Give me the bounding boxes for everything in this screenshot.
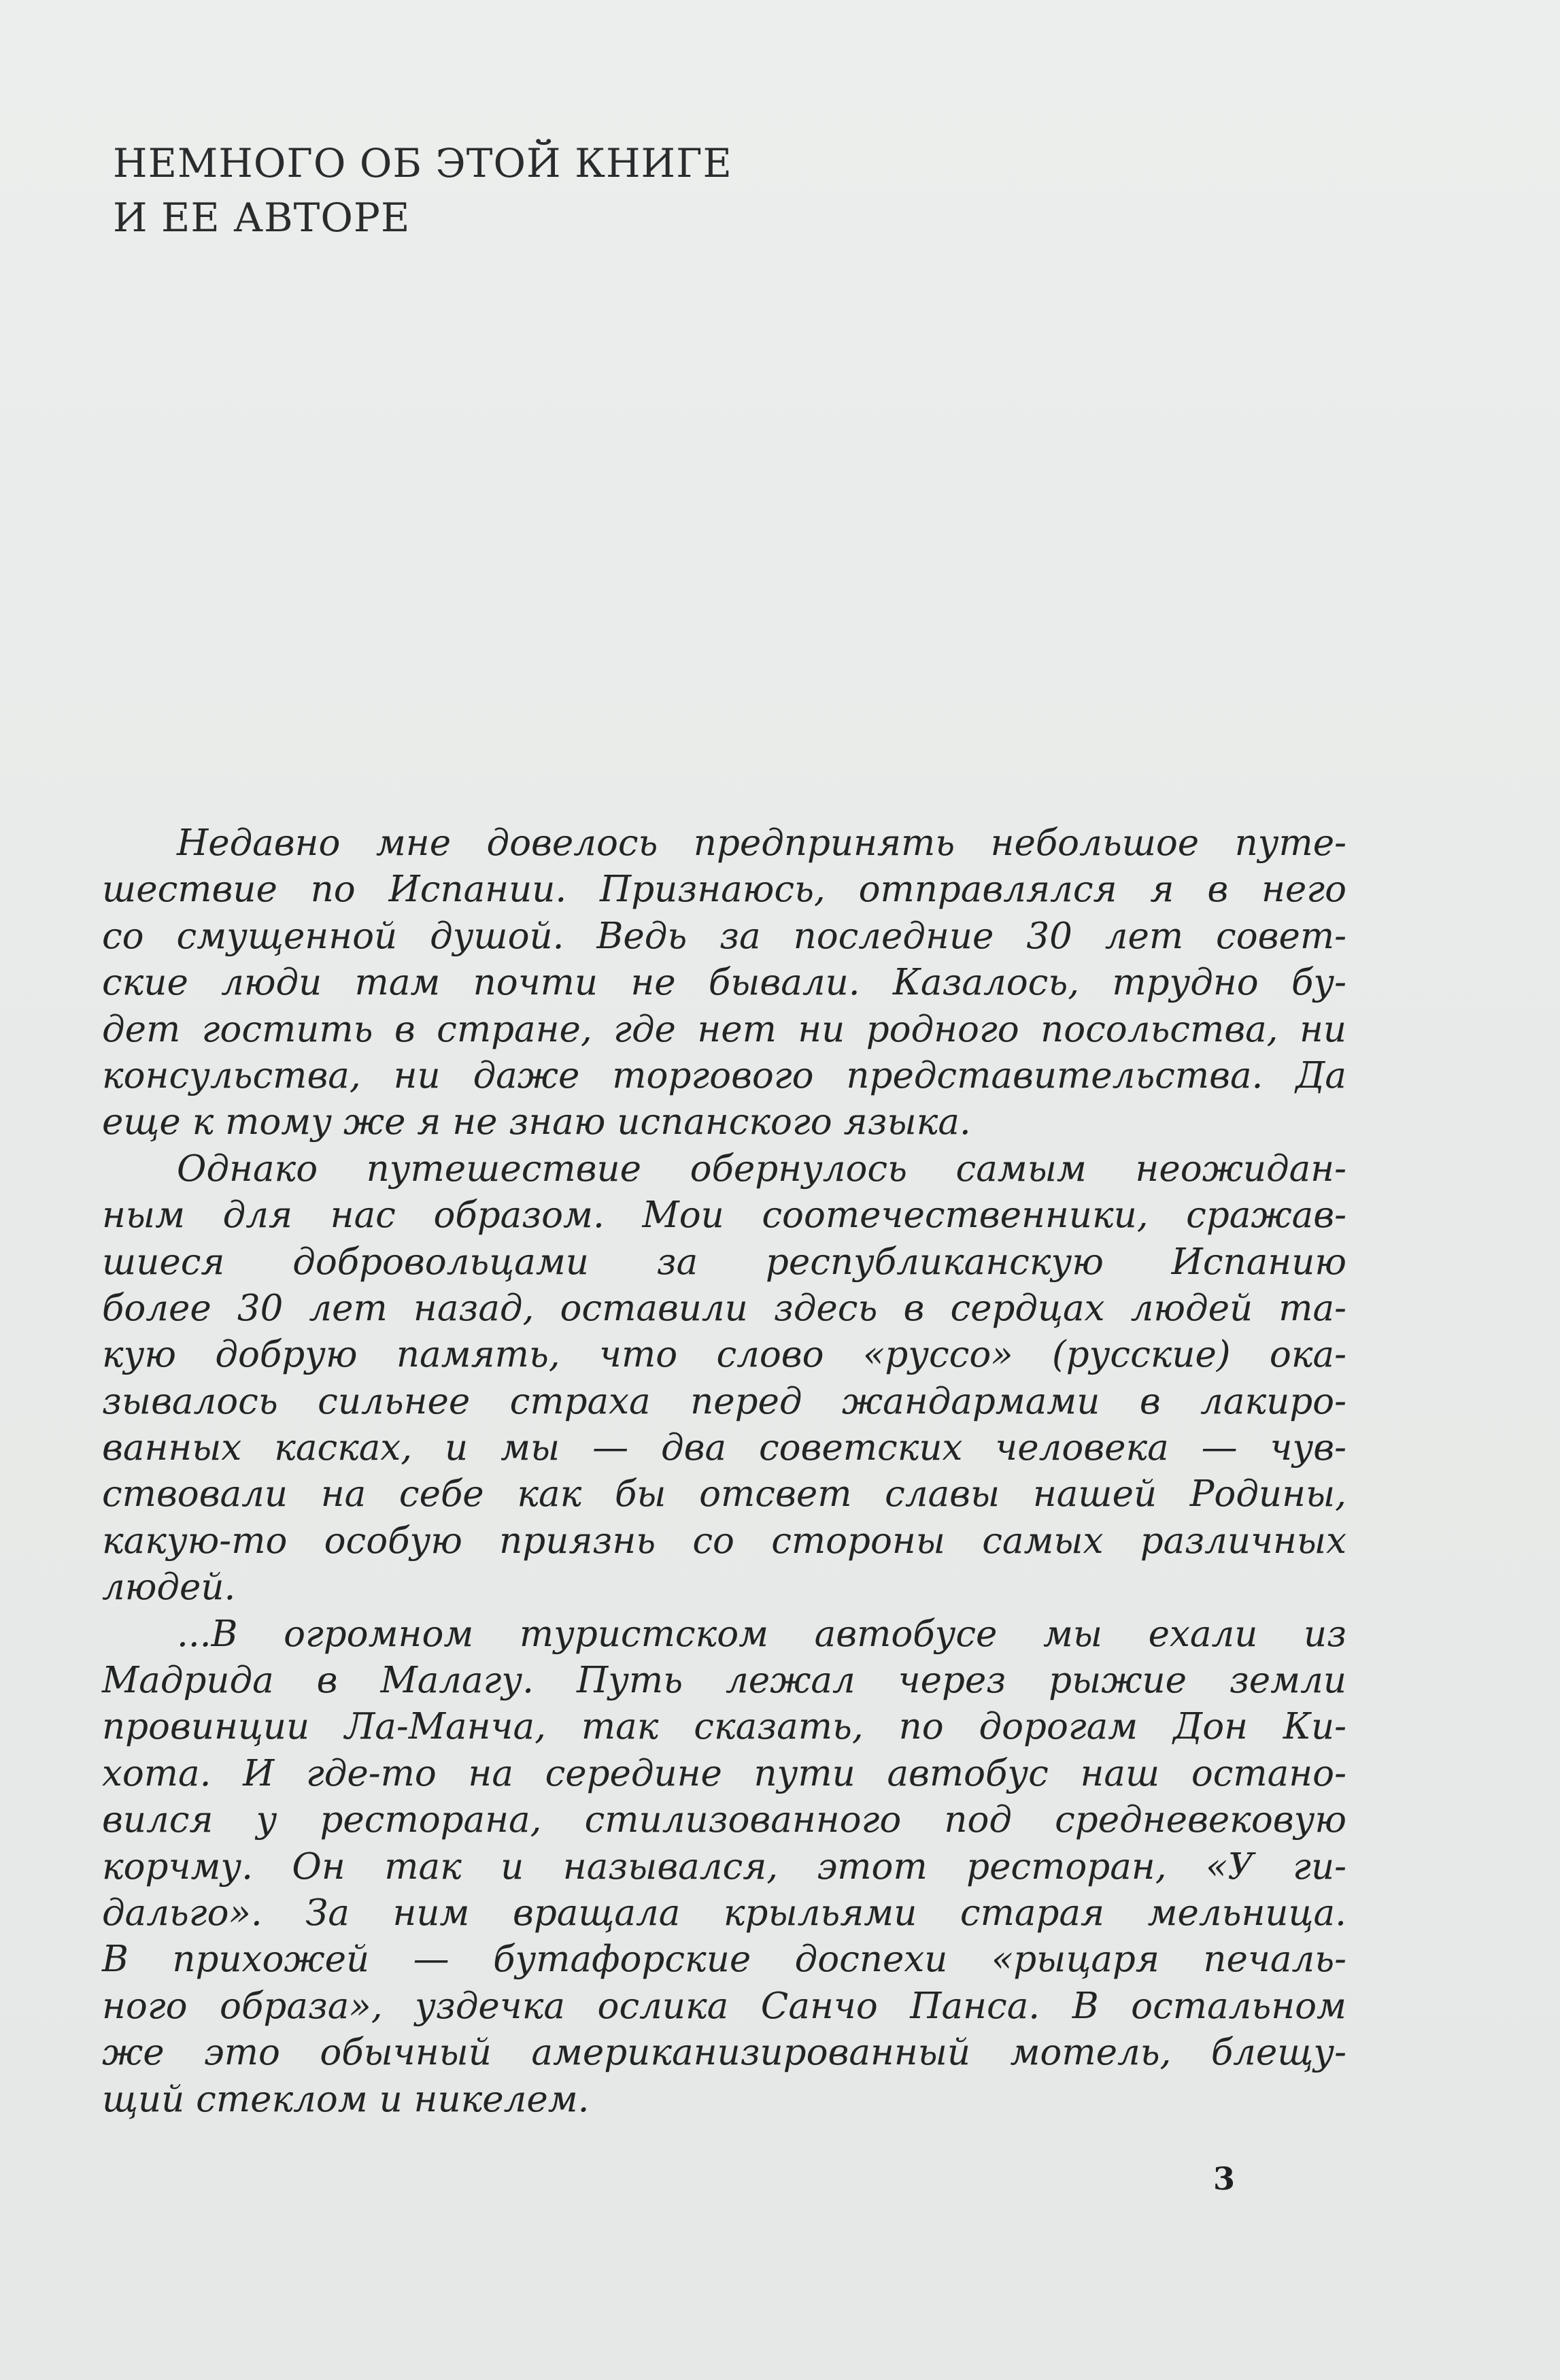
chapter-heading bbox=[113, 136, 1065, 245]
text-line: щий стеклом и никелем. bbox=[102, 2078, 590, 2120]
text-line: ным для нас образом. Мои соотечественники, сражав- bbox=[102, 1194, 1346, 1237]
text-line: ствовали на себе как бы отсвет славы нашей Родины, bbox=[102, 1473, 1346, 1515]
text-line: ские люди там почти не бывали. Казалось, трудно бу- bbox=[102, 962, 1346, 1004]
text-line: Недавно мне довелось предпринять небольшое путе- bbox=[177, 822, 1346, 864]
text-line: ного образа», уздечка ослика Санчо Панса. В остальном bbox=[102, 1985, 1346, 2027]
text-line: шествие по Испании. Признаюсь, отправлялся я в него bbox=[102, 869, 1346, 911]
paragraph-3 bbox=[102, 1611, 1346, 2123]
text-line: еще к тому же я не знаю испанского языка. bbox=[102, 1101, 971, 1143]
text-line: зывалось сильнее страха перед жандармами в лакиро- bbox=[102, 1380, 1346, 1422]
body-text bbox=[102, 820, 1346, 2123]
text-line: Однако путешествие обернулось самым неожидан- bbox=[177, 1147, 1346, 1190]
text-line: дальго». За ним вращала крыльями старая мельница. bbox=[102, 1892, 1346, 1934]
text-line: со смущенной душой. Ведь за последние 30 лет совет- bbox=[102, 915, 1346, 957]
text-line: же это обычный американизированный мотель, блещу- bbox=[102, 2032, 1346, 2074]
heading-line-1: НЕМНОГО ОБ ЭТОЙ КНИГЕ bbox=[113, 140, 732, 186]
text-line: ...В огромном туристском автобусе мы ехали из bbox=[177, 1613, 1346, 1655]
text-line: дет гостить в стране, где нет ни родного посольства, ни bbox=[102, 1008, 1346, 1050]
text-line: кую добрую память, что слово «руссо» (русские) ока- bbox=[102, 1334, 1346, 1376]
text-line: более 30 лет назад, оставили здесь в сердцах людей та- bbox=[102, 1287, 1346, 1329]
text-line: провинции Ла-Манча, так сказать, по дорогам Дон Ки- bbox=[102, 1706, 1346, 1748]
paragraph-1 bbox=[102, 820, 1346, 1146]
text-line: ванных касках, и мы — два советских человека — чув- bbox=[102, 1427, 1346, 1469]
text-line: хота. И где-то на середине пути автобус наш остано- bbox=[102, 1752, 1346, 1794]
text-line: шиеся добровольцами за республиканскую Испанию bbox=[102, 1241, 1346, 1283]
heading-line-2: И ЕЕ АВТОРЕ bbox=[113, 195, 411, 241]
text-line: корчму. Он так и назывался, этот ресторан, «У ги- bbox=[102, 1845, 1346, 1888]
page-number: 3 bbox=[1213, 2160, 1236, 2197]
text-line: В прихожей — бутафорские доспехи «рыцаря печаль- bbox=[102, 1939, 1346, 1981]
text-line: вился у ресторана, стилизованного под средневековую bbox=[102, 1799, 1346, 1841]
text-line: консульства, ни даже торгового представительства. Да bbox=[102, 1054, 1346, 1096]
paragraph-2 bbox=[102, 1146, 1346, 1611]
text-line: какую-то особую приязнь со стороны самых различных bbox=[102, 1520, 1346, 1562]
text-line: Мадрида в Малагу. Путь лежал через рыжие земли bbox=[102, 1660, 1346, 1702]
text-line: людей. bbox=[102, 1566, 236, 1609]
